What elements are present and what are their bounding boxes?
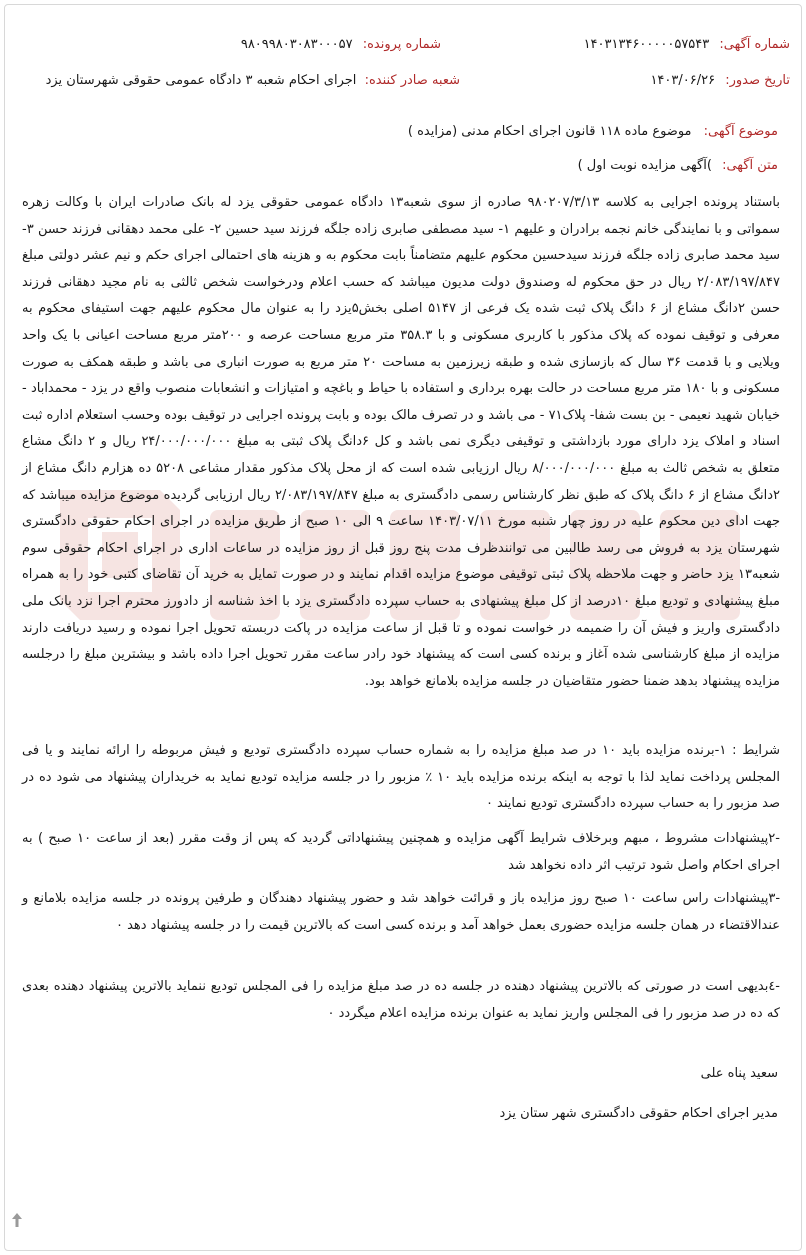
condition-3: -۳پیشنهادات راس ساعت ۱۰ صبح روز مزایده باز و قرائت خواهد شد و حضور پیشنهاد دهندگان و طرفین پرونده در جلسه مزایده بلامانع و عندالاقتضاء در همان جلسه مزایده حضوری بعمل خواهد آمد و برنده کسی است که بالاترین قیمت را در جلسه پیشنهاد دهد ٠ [22, 891, 781, 933]
notice-body: باستناد پرونده اجرایی به کلاسه ۹۸۰۲۰۷/۳/۱۳ صادره از سوی شعبه۱۳ دادگاه عمومی حقوقی یزد له بانک صادرات ایران با وکالت زهره سمواتی و با نمایندگی خانم نجمه برادران و علیهم ۱- سید مصطفی صابری زاده جلگه فرزند سید حسین ۲- علی محمد دهقانی فرزند حسن ۳- سید محمد صابری زاده جلگه فرزند سیدحسین محکوم علیهم متضامناً بابت محکوم به و هزینه های احتمالی اجرای حکم و نیم عشر دولتی مبلغ ۲/۰۸۳/۱۹۷/۸۴۷ ریال در حق محکوم له وصندوق دولت مدیون میباشد که حسب اعلام ودرخواست شخص ثالثی به نام مجید دهقانی فرزند حسن ۲دانگ مشاع از ۶ دانگ پلاک ثبت شده یک فرعی از ۵۱۴۷ اصلی بخش۵یزد را به عنوان مال محکوم علیهم جهت استیفای محکوم به معرفی و توقیف نموده که پلاک مذکور با کاربری مسکونی و با ۳۵۸.۳ متر مربع مساحت عرصه و ۲۰۰متر مربع مساحت اعیانی با یک واحد ویلایی و با قدمت ۳۶ سال که بازسازی شده و طبقه زیرزمین به مساحت ۲۰ متر مربع به صورت انباری می باشد و طبقه همکف به صورت مسکونی و با ۱۸۰ متر مربع مساحت در حالت بهره برداری و استفاده با حیاط و باغچه و امتیازات و انشعابات منصوب واقع در یزد - محمداباد - خیابان شهید نعیمی - بن بست شفا- پلاک۷۱ - می باشد و در تصرف مالک بوده و بابت پرونده اجرایی در توقیف بوده وحسب استعلام اداره ثبت اسناد و املاک یزد دارای مورد بازداشتی و توقیفی دیگری نمی باشد و کل ۶دانگ پلاک ثبتی به مبلغ ۲۴/۰۰۰/۰۰۰/۰۰۰ ریال و ۲ دانگ مشاع متعلق به شخص ثالث به مبلغ ۸/۰۰۰/۰۰۰/۰۰۰ ریال ارزیابی شده است که از محل پلاک مذکور مقدار مشاعی ۵۲۰۸ ده هزارم دانگ مشاع از ۲دانگ مشاع از ۶ دانگ پلاک که طبق نظر کارشناس رسمی دادگستری به مبلغ ۲/۰۸۳/۱۹۷/۸۴۷ ریال ارزیابی گردیده موضوع مزایده میباشد که جهت ادای دین محکوم علیه در روز چهار شنبه مورخ ۱۴۰۳/۰۷/۱۱ ساعت ۹ الی ۱۰ صبح از طریق مزایده در اجرای احکام حقوقی دادگستری شهرستان یزد به فروش می رسد طالبین می توانندظرف مدت پنج روز قبل از روز مزایده در ساعات اداری در اجرای احکام حقوقی سوم شعبه۱۳ یزد حاضر و جهت ملاحظه پلاک ثبتی توقیفی موضوع مزایده اقدام نمایند و در صورت تمایل به خرید آن تقاضای کتبی خود را به همراه مبلغ پیشنهادی و تودیع مبلغ ۱۰درصد از کل مبلغ پیشنهادی به حساب سپرده دادگستری یزد با اخذ شناسه از دادورز محترم اجرا نزد بانک ملی دادگستری واریز و فیش آن را ضمیمه در خواست نموده و تا قبل از ساعت مزایده در پاکت دربسته تحویل اجرا نموده و رسید دریافت دارند مزایده از مبلغ کارشناسی شده آغاز و برنده کسی است که پیشنهاد خود رادر ساعت مقرر تحویل اجرا داده باشد و بیشترین مبلغ را درجلسه مزایده پیشنهاد بدهد ضمنا حضور متقاضیان در جلسه مزایده بلامانع خواهد بود. [22, 195, 781, 689]
notice-number-label: شماره آگهی: [719, 37, 790, 52]
arrow-up-icon[interactable] [10, 1211, 24, 1229]
subject-text: موضوع ماده ۱۱۸ قانون اجرای احکام مدنی (مزایده ) [407, 124, 692, 139]
notice-text-label: متن آگهی: [722, 158, 778, 173]
subject-label: موضوع آگهی: [703, 124, 778, 139]
issuing-branch-row [46, 72, 460, 90]
notice-heading-row [20, 156, 778, 176]
condition-1: شرایط : ۱-برنده مزایده باید ۱۰ در صد مبلغ مزایده را به شماره حساب سپرده دادگستری تودیع و فیش مربوطه را ارائه نمایند و یا فی المجلس پرداخت نماید لذا با توجه به اینکه برنده مزایده باید ۱۰ ٪ مزبور را در جلسه مزایده تودیع نماید به خریداران پیشنهاد می شود ده در صد مزبور را به حساب سپرده دادگستری تودیع نمایند ٠ [22, 743, 781, 812]
issue-date: ۱۴۰۳/۰۶/۲۶ [650, 73, 716, 88]
issue-date-label: تاریخ صدور: [725, 73, 790, 88]
issuing-branch-label: شعبه صادر کننده: [364, 73, 460, 88]
signatory-title: مدیر اجرای احکام حقوقی دادگستری شهر ستان یزد [499, 1106, 778, 1121]
case-number-row [241, 36, 441, 54]
notice-number-row [584, 36, 790, 54]
case-number: ۹۸۰۹۹۸۰۳۰۸۳۰۰۰۵۷ [240, 37, 353, 52]
signatory-name: سعید پناه علی [700, 1066, 778, 1081]
case-number-label: شماره پرونده: [362, 37, 441, 52]
issuing-branch: اجرای احکام شعبه ۳ دادگاه عمومی حقوقی شهرستان یزد [45, 73, 357, 88]
issue-date-row [650, 72, 790, 90]
notice-number: ۱۴۰۳۱۳۴۶۰۰۰۰۰۵۷۵۴۳ [583, 37, 710, 52]
notice-heading: )آگهی مزایده نوبت اول ) [577, 158, 712, 173]
subject-row [20, 122, 778, 142]
condition-4: -٤بدیهی است در صورتی که بالاترین پیشنهاد دهنده در جلسه ده در صد مبلغ مزایده را فی المجلس تودیع ننماید بالاترین پیشنهاد دهنده بعدی که ده در صد مزبور را فی المجلس واریز نماید به عنوان برنده مزایده اعلام میگردد ٠ [22, 979, 780, 1021]
condition-2: -۲پیشنهادات مشروط ، مبهم وبرخلاف شرایط آگهی مزایده و همچنین پیشنهاداتی گردید که پس از وقت مقرر (بعد از ساعت ۱۰ صبح ) به اجرای احکام واصل شود ترتیب اثر داده نخواهد شد [22, 831, 780, 873]
